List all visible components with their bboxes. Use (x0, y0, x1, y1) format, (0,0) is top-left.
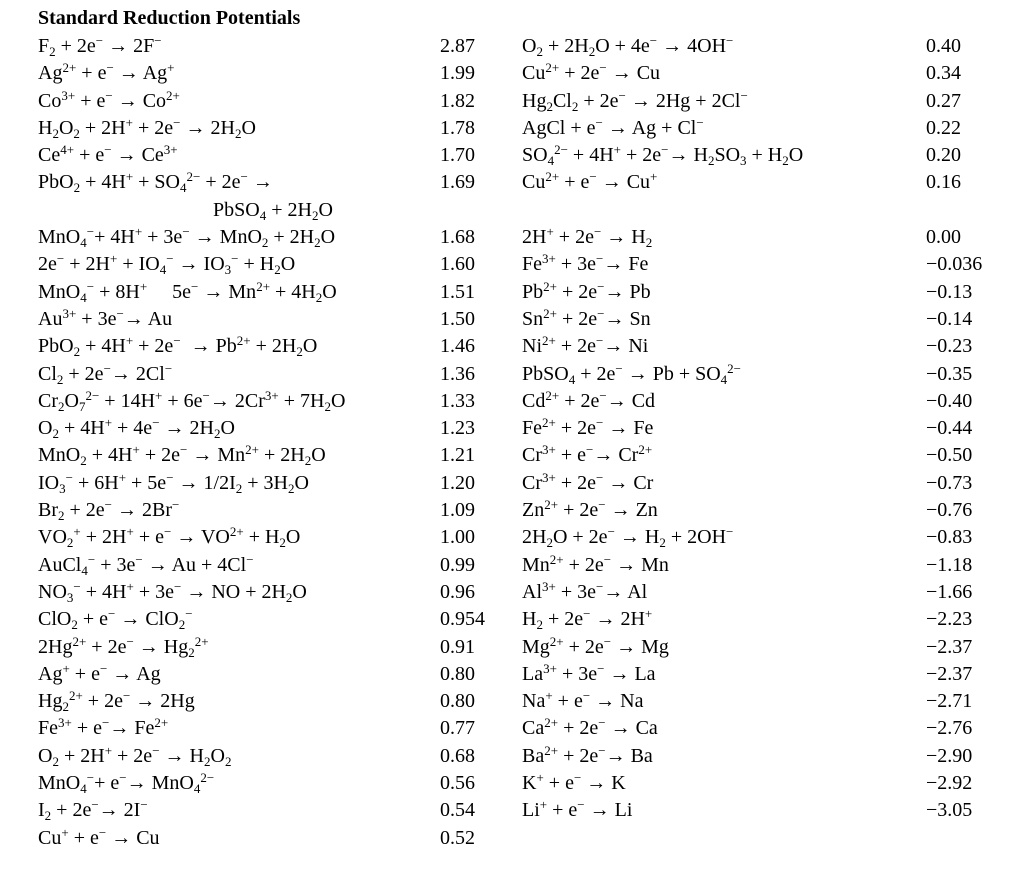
potential-value: −1.18 (926, 553, 973, 576)
half-reaction: $Cr^{3+} + 2e^- \to Cr$ (522, 469, 654, 494)
half-reaction: MnO$_4$−+ e−→ MnO$_4^{2-}$ (38, 770, 215, 797)
half-reaction: $VO_2^+ + 2H^+ + e^- \to VO^{2+} + H_2O$ (38, 524, 301, 551)
half-reaction: $H_2O_2 + 2H^+ + 2e^- \to 2H_2O$ (38, 114, 256, 141)
potential-value: −2.92 (926, 772, 973, 795)
potential-value: 0.34 (926, 62, 961, 85)
page-title: Standard Reduction Potentials (38, 7, 301, 29)
half-reaction: ClO$_2$ + e− → ClO$_2$− (38, 606, 193, 633)
potential-value: 0.99 (440, 553, 475, 576)
potential-value: −2.90 (926, 744, 973, 767)
potential-value: 0.56 (440, 772, 475, 795)
potential-value: −0.73 (926, 471, 973, 494)
potential-value: −1.66 (926, 580, 973, 603)
half-reaction: $Fe^{3+} + 3e^-\to Fe$ (522, 251, 649, 276)
potential-value: −2.37 (926, 662, 973, 685)
half-reaction: $Cu^{2+} + 2e^- \to Cu$ (522, 60, 661, 85)
potential-value: −0.76 (926, 499, 973, 522)
potential-value: 0.54 (440, 799, 475, 822)
potential-value: 1.20 (440, 471, 475, 494)
half-reaction: $NO_3^- + 4H^+ + 3e^-$ → NO + $2H_2O$ (38, 578, 307, 605)
half-reaction: Li+ + e− → Li (522, 797, 633, 822)
potential-value: 1.78 (440, 116, 475, 139)
half-reaction: $Zn^{2+} + 2e^- \to Zn$ (522, 497, 658, 522)
half-reaction: $Sn^{2+} + 2e^-\to Sn$ (522, 305, 651, 330)
half-reaction: $Co^{3+} + e^- \to Co^{2+}$ (38, 87, 180, 112)
half-reaction: Ag+ + e− → Ag (38, 660, 161, 685)
potential-value: 1.60 (440, 253, 475, 276)
potential-value: 1.68 (440, 226, 475, 249)
half-reaction: $Br_2 + 2e^- \to 2Br^-$ (38, 497, 180, 524)
half-reaction: $Ba^{2+} + 2e^-\to Ba$ (522, 742, 653, 767)
potential-value: 1.50 (440, 307, 475, 330)
half-reaction: $MnO_4^-+ 4H^+ + 3e^- \to MnO_2 + 2H_2O$ (38, 224, 336, 251)
half-reaction: Cu+ + e− → Cu (38, 824, 160, 849)
potential-value: 0.22 (926, 116, 961, 139)
half-reaction: $Hg_2Cl_2 + 2e^- \to 2Hg + 2Cl^-$ (522, 87, 748, 114)
potential-value: 0.20 (926, 144, 961, 167)
potential-value: 0.80 (440, 662, 475, 685)
half-reaction: $Mg^{2+} + 2e^- \to Mg$ (522, 633, 669, 658)
potential-value: −0.50 (926, 444, 973, 467)
half-reaction: $Cr^{3+} + e^-\to Cr^{2+}$ (522, 442, 653, 467)
half-reaction: $Hg_2^{2+} + 2e^- \to 2Hg$ (38, 688, 195, 715)
potential-value: 0.52 (440, 826, 475, 849)
half-reaction: AgCl + e− → Ag + Cl− (522, 114, 704, 139)
half-reaction: $2e^- + 2H^+ + IO_4^- \to IO_3^- + H_2O$ (38, 251, 296, 278)
potential-value: 0.16 (926, 171, 961, 194)
half-reaction: $Ce^{4+} + e^- \to Ce^{3+}$ (38, 142, 178, 167)
potential-value: 0.77 (440, 717, 475, 740)
half-reaction: $O_2 + 2H^+ + 2e^- \to H_2O_2$ (38, 742, 232, 769)
half-reaction: $O_2 + 2H_2O + 4e^- \to 4OH^-$ (522, 33, 734, 59)
potential-value: 0.91 (440, 635, 475, 658)
half-reaction: PbSO$_4$ + $2e^- \to Pb + SO_4^{2-}$ (522, 360, 742, 387)
potential-value: 1.70 (440, 144, 475, 167)
potential-value: −2.71 (926, 690, 973, 713)
potential-value: 1.33 (440, 389, 475, 412)
potential-value: 1.51 (440, 280, 475, 303)
half-reaction: $Cr_2O_7^{2-} + 14H^+ + 6e^-\to 2Cr^{3+} + 7H_2O$ (38, 387, 346, 414)
potential-value: 1.46 (440, 335, 475, 358)
half-reaction: AuCl$_4$− + 3e− → Au + 4Cl− (38, 551, 254, 578)
half-reaction: $Fe^{2+} + 2e^- \to Fe$ (522, 415, 654, 440)
half-reaction: $Mn^{2+} + 2e^- \to Mn$ (522, 551, 669, 576)
half-reaction: $2H_2O + 2e^- \to H_2 + 2OH^-$ (522, 524, 734, 551)
half-reaction: $2Hg^{2+} + 2e^- \to Hg_2^{2+}$ (38, 633, 209, 660)
potential-value: −2.76 (926, 717, 973, 740)
half-reaction: $Ca^{2+} + 2e^- \to Ca$ (522, 715, 658, 740)
half-reaction: $F_2 + 2e^- \to 2F^-$ (38, 33, 162, 59)
half-reaction: $PbO_2 + 4H^+ + SO_4^{2-} + 2e^-$ → (38, 169, 273, 196)
half-reaction: $Cu^{2+} + e^- \to Cu^+$ (522, 169, 658, 194)
half-reaction: $IO_3^- + 6H^+ + 5e^- \to 1/2I_2 + 3H_2O$ (38, 469, 309, 496)
half-reaction: $Pb^{2+} + 2e^-\to Pb$ (522, 278, 651, 303)
potential-value: 1.99 (440, 62, 475, 85)
half-reaction: $MnO_2 + 4H^+ + 2e^- \to Mn^{2+} + 2H_2O$ (38, 442, 326, 469)
potential-value: 1.23 (440, 417, 475, 440)
potential-value: 1.36 (440, 362, 475, 385)
potential-value: −3.05 (926, 799, 973, 822)
potential-value: 0.40 (926, 35, 961, 57)
half-reaction: $PbO_2 + 4H^+ + 2e^- \to Pb^{2+} + 2H_2O$ (38, 333, 318, 360)
half-reaction: Na+ + e− → Na (522, 688, 644, 713)
half-reaction: K+ + e− → K (522, 770, 626, 795)
potential-value: 0.27 (926, 89, 961, 112)
potential-value: −0.23 (926, 335, 973, 358)
half-reaction: $Al^{3+} + 3e^-\to Al$ (522, 578, 648, 603)
potential-value: 1.21 (440, 444, 475, 467)
half-reaction: $Ag^{2+} + e^- \to Ag^+$ (38, 60, 175, 85)
half-reaction: MnO$_4$− + 8H+ $5e^- \to Mn^{2+} + 4H_2O$ (38, 278, 337, 305)
potential-value: 1.09 (440, 499, 475, 522)
half-reaction: $La^{3+} + 3e^- \to La$ (522, 660, 656, 685)
potential-value: −0.44 (926, 417, 973, 440)
half-reaction: $Cl_2 + 2e^-\to 2Cl^-$ (38, 360, 173, 387)
half-reaction: PbSO$_4$ + $2H_2O$ (213, 198, 333, 223)
potential-value: 1.82 (440, 89, 475, 112)
potential-value: 0.68 (440, 744, 475, 767)
potential-value: 0.00 (926, 226, 961, 249)
half-reaction: $Cd^{2+} + 2e^-\to Cd$ (522, 387, 656, 412)
half-reaction: $Au^{3+} + 3e^-\to Au$ (38, 305, 173, 330)
half-reaction: $I_2 + 2e^-\to 2I^-$ (38, 797, 148, 824)
potential-value: −0.83 (926, 526, 973, 549)
potential-value: 1.00 (440, 526, 475, 549)
potential-value: 0.954 (440, 608, 485, 631)
potential-value: −0.13 (926, 280, 973, 303)
potential-value: 2.87 (440, 35, 475, 57)
half-reaction: $Ni^{2+} + 2e^-\to Ni$ (522, 333, 649, 358)
potential-value: −0.14 (926, 307, 973, 330)
half-reaction: $Fe^{3+} + e^-\to Fe^{2+}$ (38, 715, 169, 740)
potential-value: −2.37 (926, 635, 973, 658)
potential-value: 0.96 (440, 580, 475, 603)
potential-value: −0.036 (926, 253, 983, 276)
half-reaction: $O_2 + 4H^+ + 4e^- \to 2H_2O$ (38, 415, 235, 442)
half-reaction: $H_2 + 2e^- \to 2H^+$ (522, 606, 653, 633)
potential-value: −0.35 (926, 362, 973, 385)
potential-value: 1.69 (440, 171, 475, 194)
potential-value: 0.80 (440, 690, 475, 713)
half-reaction: $SO_4^{2-} + 4H^+ + 2e^-\to H_2SO_3 + H_2O$ (522, 142, 804, 169)
half-reaction: $2H^+ + 2e^- \to H_2$ (522, 224, 653, 251)
potential-value: −2.23 (926, 608, 973, 631)
potential-value: −0.40 (926, 389, 973, 412)
